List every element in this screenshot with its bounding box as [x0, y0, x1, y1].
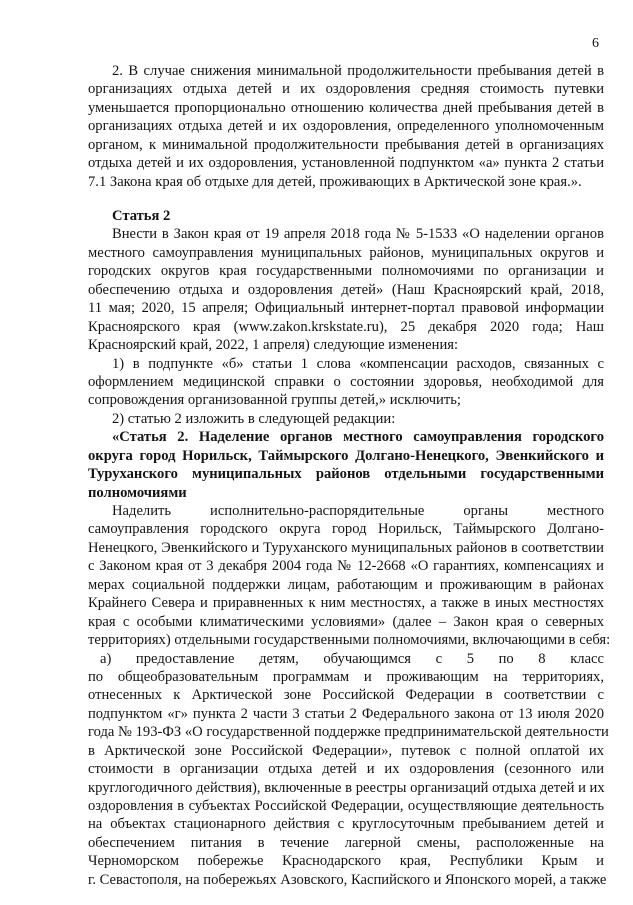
text-line: Наделить исполнительно-распорядительные органы местного [112, 503, 604, 519]
article-heading: Статья 2 [112, 208, 171, 224]
text-line: оформлением медицинской справки о состоянии здоровья, необходимой для [88, 373, 604, 390]
text-line: подпунктом «г» пункта 2 части 3 статьи 2 Федерального закона от 13 июля 2020 [88, 705, 604, 722]
new-article-heading-line: «Статья 2. Наделение органов местного самоуправления городского [112, 429, 604, 446]
text-line: с Законом края от 3 декабря 2004 года № 12-2668 «О гарантиях, компенсациях и [88, 558, 604, 575]
text-line: уменьшается пропорционально отношению количества дней пребывания детей в [88, 99, 604, 116]
text-line: территориях) отдельными государственными полномочиями, включающими в себя: [88, 632, 611, 649]
text-line: года № 193-ФЗ «О государственной поддержке предпринимательской деятельности [88, 724, 609, 741]
text-line: сопровождения организованной группы детей,» исключить; [88, 392, 461, 409]
text-line: края с особыми климатическими условиями» (далее – Закон края о северных [88, 613, 604, 630]
text-line: стоимости в организации отдыха детей и их оздоровления (сезонного или [88, 761, 604, 778]
text-line: отдыха детей и их оздоровления, установленной подпунктом «а» пункта 2 статьи [88, 155, 604, 172]
text-line: органом, к минимальной продолжительности пребывания детей в организациях [88, 136, 604, 153]
text-line: 2) статью 2 изложить в следующей редакции: [112, 410, 396, 427]
page-number: 6 [592, 36, 599, 51]
text-line: обеспечением питания в течение лагерной смены, расположенные на [88, 834, 604, 851]
text-line: Внести в Закон края от 19 апреля 2018 года № 5-1533 «О наделении органов [112, 226, 604, 243]
text-line: а) предоставление детям, обучающимся с 5 по 8 класс [100, 650, 604, 667]
text-line: организациях отдыха детей и их оздоровления средняя стоимость путевки [88, 81, 604, 98]
text-line: Красноярского края (www.zakon.krskstate.ru), 25 декабря 2020 года; Наш [88, 318, 604, 335]
text-line: мерах социальной поддержки лицам, работающим и проживающим в районах [88, 576, 604, 593]
text-line: на объектах стационарного действия с круглосуточным пребыванием детей и [88, 816, 604, 833]
text-line: г. Севастополя, на побережьях Азовского, Каспийского и Японского морей, а также [88, 871, 607, 888]
text-line: Ненецкого, Эвенкийского и Туруханского муниципальных районов в соответствии [88, 539, 604, 556]
article-2-section [88, 207, 611, 889]
text-line: 11 мая; 2020, 15 апреля; Официальный интернет-портал правовой информации [88, 300, 604, 317]
text-line: круглогодичного действия), включенные в реестры организаций отдыха детей и их [88, 779, 605, 796]
text-line: отнесенных к Арктической зоне Российской Федерации в соответствии с [88, 687, 604, 704]
text-line: 2. В случае снижения минимальной продолжительности пребывания детей в [112, 63, 604, 79]
text-line: самоуправления городского округа город Норильск, Таймырского Долгано- [88, 521, 604, 538]
text-line: Черноморском побережье Краснодарского края, Республики Крым и [88, 853, 604, 870]
text-line: Красноярский край, 2022, 1 апреля) следующие изменения: [88, 337, 459, 354]
text-line: обеспечению отдыха и оздоровления детей» (Наш Красноярский край, 2018, [88, 281, 604, 298]
new-article-heading-line: полномочиями [88, 484, 187, 501]
text-line: оздоровления в субъектах Российской Федерации, осуществляющие деятельность [88, 798, 604, 814]
text-line: по общеобразовательным программам и проживающим на территориях, [88, 668, 604, 685]
new-article-heading-line: Туруханского муниципальных районов отдельными государственными [88, 466, 604, 483]
text-line: местного самоуправления муниципальных районов, муниципальных округов и [88, 244, 604, 261]
text-line: Крайнего Севера и приравненных к ним местностях, а также в иных местностях [88, 595, 604, 612]
text-line: организациях отдыха детей и их оздоровления, определенного уполномоченным [88, 118, 604, 135]
text-line: в Арктической зоне Российской Федерации», путевок с полной оплатой их [88, 742, 604, 759]
text-line: 7.1 Закона края об отдыхе для детей, проживающих в Арктической зоне края.». [88, 173, 582, 190]
text-line: городских округов края государственными полномочиями по организации и [88, 263, 604, 280]
text-line: 1) в подпункте «б» статьи 1 слова «компенсации расходов, связанных с [112, 355, 604, 372]
paragraph-reduction-clause [88, 62, 604, 191]
new-article-heading-line: округа город Норильск, Таймырского Долгано-Ненецкого, Эвенкийского и [88, 447, 604, 464]
